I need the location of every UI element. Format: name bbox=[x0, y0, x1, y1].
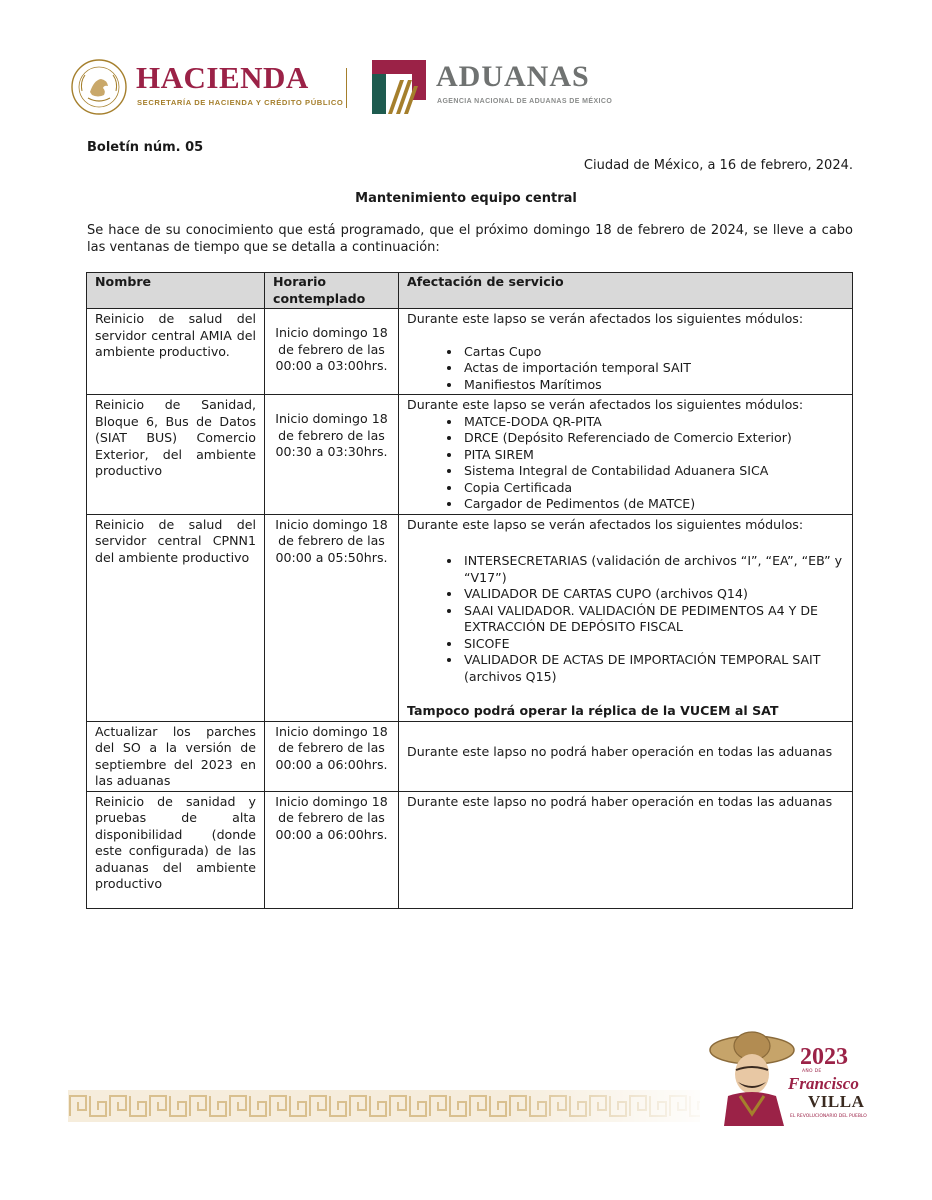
national-seal-icon bbox=[70, 58, 128, 116]
row-time bbox=[265, 791, 399, 908]
bulletin-number: Boletín núm. 05 bbox=[87, 140, 204, 155]
aduanas-subtitle: AGENCIA NACIONAL DE ADUANAS DE MÉXICO bbox=[437, 98, 613, 105]
row-time-text: Inicio domingo 18 de febrero de las 00:00 a 06:00hrs. bbox=[275, 723, 388, 772]
table-row bbox=[87, 791, 853, 908]
row-time bbox=[265, 395, 399, 515]
villa-surname: VILLA bbox=[808, 1092, 865, 1111]
document-title: Mantenimiento equipo central bbox=[355, 191, 577, 206]
hacienda-subtitle: SECRETARÍA DE HACIENDA Y CRÉDITO PÚBLICO bbox=[137, 98, 344, 107]
table-header-row bbox=[87, 273, 853, 309]
impact-text: Durante este lapso no podrá haber operación en todas las aduanas bbox=[407, 743, 833, 759]
table-row bbox=[87, 309, 853, 395]
row-name: Actualizar los parches del SO a la versión de septiembre del 2023 en las aduanas bbox=[87, 721, 265, 791]
villa-name: Francisco bbox=[788, 1074, 859, 1093]
module-list bbox=[407, 344, 844, 394]
header-nombre: Nombre bbox=[87, 273, 265, 309]
document-date: Ciudad de México, a 16 de febrero, 2024. bbox=[583, 158, 853, 173]
row-impact bbox=[399, 309, 853, 395]
list-item: • SICOFE bbox=[462, 636, 844, 653]
aduanas-logo-icon bbox=[370, 58, 428, 116]
impact-intro: Durante este lapso se verán afectados los siguientes módulos: bbox=[407, 397, 804, 412]
list-item: • Cartas Cupo bbox=[462, 344, 844, 361]
row-time-text: Inicio domingo 18 de febrero de las 00:00 a 05:50hrs. bbox=[275, 516, 388, 565]
villa-tagline: EL REVOLUCIONARIO DEL PUEBLO bbox=[790, 1114, 867, 1119]
list-item: • Manifiestos Marítimos bbox=[462, 377, 844, 394]
row-time bbox=[265, 309, 399, 395]
list-item: • Actas de importación temporal SAIT bbox=[462, 360, 844, 377]
list-item: • SAAI VALIDADOR. VALIDACIÓN DE PEDIMENTOS A4 Y DE EXTRACCIÓN DE DEPÓSITO FISCAL bbox=[462, 603, 844, 636]
table-row bbox=[87, 395, 853, 515]
row-impact bbox=[399, 791, 853, 908]
villa-year-prefix: AÑO DE bbox=[802, 1069, 822, 1074]
list-item: • INTERSECRETARIAS (validación de archivos “I”, “EA”, “EB” y “V17”) bbox=[462, 553, 844, 586]
module-list bbox=[407, 414, 844, 513]
row-name: Reinicio de salud del servidor central CPNN1 del ambiente productivo bbox=[87, 514, 265, 721]
list-item: • Sistema Integral de Contabilidad Aduanera SICA bbox=[462, 463, 844, 480]
row-time-text: Inicio domingo 18 de febrero de las 00:30 a 03:30hrs. bbox=[275, 411, 388, 459]
intro-paragraph: Se hace de su conocimiento que está programado, que el próximo domingo 18 de febrero de 2024, se lleve a cabo las ventanas de tiempo que se detalla a continuación: bbox=[87, 223, 853, 255]
impact-text: Durante este lapso no podrá haber operación en todas las aduanas bbox=[407, 793, 833, 809]
row-time-text: Inicio domingo 18 de febrero de las 00:00 a 06:00hrs. bbox=[275, 793, 388, 842]
row-name bbox=[87, 791, 265, 908]
hacienda-title: HACIENDA bbox=[136, 60, 309, 95]
greca-band bbox=[68, 1090, 700, 1122]
list-item: • PITA SIREM bbox=[462, 447, 844, 464]
impact-intro: Durante este lapso se verán afectados los siguientes módulos: bbox=[407, 311, 804, 326]
row-impact bbox=[399, 514, 853, 721]
row-name-text: Reinicio de sanidad y pruebas de alta disponibilidad (donde este configurada) de las aduanas del ambiente productivo bbox=[95, 793, 256, 891]
aduanas-title: ADUANAS bbox=[436, 60, 590, 93]
header-afectacion: Afectación de servicio bbox=[399, 273, 853, 309]
vucem-note: Tampoco podrá operar la réplica de la VUCEM al SAT bbox=[407, 703, 779, 718]
list-item: • Cargador de Pedimentos (de MATCE) bbox=[462, 496, 844, 513]
table-row bbox=[87, 721, 853, 791]
row-time bbox=[265, 514, 399, 721]
list-item: • Copia Certificada bbox=[462, 480, 844, 497]
row-impact bbox=[399, 395, 853, 515]
spacer bbox=[407, 533, 844, 553]
header-horario: Horario contemplado bbox=[265, 273, 399, 309]
spacer bbox=[407, 328, 844, 344]
row-name: Reinicio de salud del servidor central AMIA del ambiente productivo. bbox=[87, 309, 265, 395]
maintenance-table bbox=[86, 272, 853, 909]
list-item: • VALIDADOR DE ACTAS DE IMPORTACIÓN TEMPORAL SAIT (archivos Q15) bbox=[462, 652, 844, 685]
villa-year: 2023 bbox=[800, 1044, 848, 1070]
row-time-text: Inicio domingo 18 de febrero de las 00:00 a 03:00hrs. bbox=[275, 325, 388, 373]
row-impact bbox=[399, 721, 853, 791]
list-item: • DRCE (Depósito Referenciado de Comercio Exterior) bbox=[462, 430, 844, 447]
impact-intro: Durante este lapso se verán afectados los siguientes módulos: bbox=[407, 516, 804, 532]
table-row bbox=[87, 514, 853, 721]
logo-divider bbox=[346, 68, 347, 108]
module-list bbox=[407, 553, 844, 685]
list-item: • VALIDADOR DE CARTAS CUPO (archivos Q14) bbox=[462, 586, 844, 603]
row-name: Reinicio de Sanidad, Bloque 6, Bus de Datos (SIAT BUS) Comercio Exterior, del ambiente productivo bbox=[87, 395, 265, 515]
list-item: • MATCE-DODA QR-PITA bbox=[462, 414, 844, 431]
letterhead bbox=[70, 56, 630, 118]
row-time bbox=[265, 721, 399, 791]
